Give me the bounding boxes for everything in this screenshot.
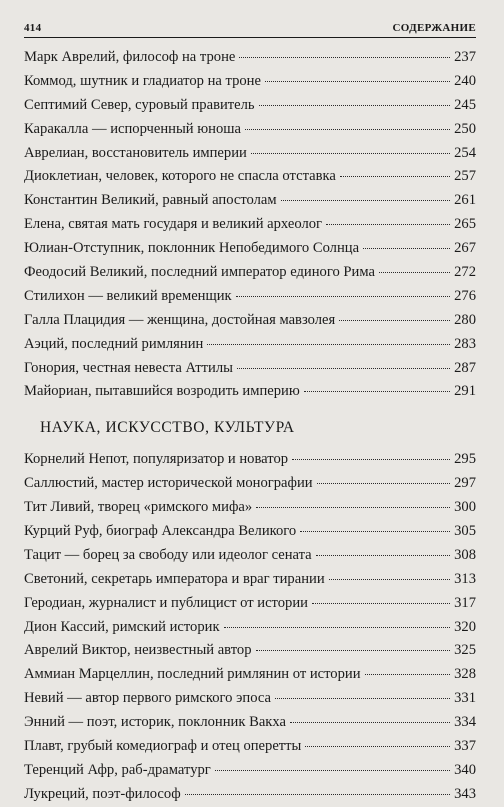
toc-entry-page: 337 [454, 738, 476, 755]
toc-entry [24, 759, 476, 783]
toc-entry-page: 317 [454, 594, 476, 611]
toc-entry-page: 343 [454, 785, 476, 802]
toc-entry-page: 295 [454, 451, 476, 468]
toc-entry-title: Геродиан, журналист и публицист от истории [24, 594, 308, 611]
toc-entry-title: Лукреций, поэт-философ [24, 785, 181, 802]
section-heading: НАУКА, ИСКУССТВО, КУЛЬТУРА [40, 419, 295, 437]
toc-entry-page: 240 [454, 72, 476, 89]
dot-leader [224, 627, 451, 628]
toc-entry-page: 331 [454, 690, 476, 707]
toc-entry-page: 291 [454, 383, 476, 400]
dot-leader [256, 650, 451, 651]
toc-entry-page: 265 [454, 216, 476, 233]
dot-leader [185, 794, 450, 795]
toc-entry-title: Марк Аврелий, философ на троне [24, 49, 236, 65]
dot-leader [251, 153, 450, 154]
toc-entry-title: Аммиан Марцеллин, последний римлянин от истории [24, 666, 361, 683]
toc-entry [24, 639, 476, 663]
toc-entry-page: 267 [454, 240, 476, 257]
toc-entry [24, 448, 476, 472]
toc-entry-page: 237 [454, 49, 476, 65]
dot-leader [236, 296, 450, 297]
toc-entry-page: 300 [454, 499, 476, 516]
toc-entry [24, 568, 476, 592]
toc-entry [24, 711, 476, 735]
toc-entry [24, 309, 476, 333]
toc-entry-title: Саллюстий, мастер исторической монографии [24, 475, 313, 492]
dot-leader [379, 272, 450, 273]
toc-entry-page: 254 [454, 144, 476, 161]
toc-entry [24, 189, 476, 213]
dot-leader [304, 391, 450, 392]
toc-entry-page: 280 [454, 311, 476, 328]
toc-entry-title: Юлиан-Отступник, поклонник Непобедимого Солнца [24, 240, 360, 257]
dot-leader [312, 603, 450, 604]
toc-entry-title: Майориан, пытавшийся возродить империю [24, 383, 300, 400]
running-head [24, 22, 476, 38]
toc-entry-title: Аэций, последний римлянин [24, 335, 204, 352]
toc-entry-title: Теренций Афр, раб-драматург [24, 761, 211, 778]
toc-entry-title: Гонория, честная невеста Аттилы [24, 359, 233, 376]
toc-entry-title: Аврелий Виктор, неизвестный автор [24, 642, 252, 659]
toc-entry-title: Каракалла — испорченный юноша [24, 120, 241, 137]
dot-leader [281, 200, 450, 201]
toc-entry [24, 687, 476, 711]
toc-entry [24, 357, 476, 381]
toc-entry-title: Энний — поэт, историк, поклонник Вакха [24, 714, 286, 731]
toc-entry-page: 272 [454, 264, 476, 281]
dot-leader [317, 483, 451, 484]
dot-leader [215, 770, 450, 771]
toc-entry [24, 616, 476, 640]
toc-entry [24, 142, 476, 166]
toc-entry-page: 340 [454, 761, 476, 778]
toc-entry-page: 313 [454, 570, 476, 587]
toc-entry-title: Елена, святая мать государя и великий археолог [24, 216, 323, 233]
toc-entry-title: Невий — автор первого римского эпоса [24, 690, 271, 707]
dot-leader [207, 344, 450, 345]
toc-entry-page: 305 [454, 523, 476, 540]
toc-entry-title: Септимий Север, суровый правитель [24, 96, 255, 113]
toc-entry-title: Аврелиан, восстановитель империи [24, 144, 247, 161]
toc-entry-title: Феодосий Великий, последний император единого Рима [24, 264, 375, 281]
toc-entry [24, 46, 476, 70]
toc-entry-title: Светоний, секретарь императора и враг тирании [24, 570, 325, 587]
dot-leader [245, 129, 450, 130]
toc-entry-page: 308 [454, 546, 476, 563]
dot-leader [340, 176, 450, 177]
toc-entry-title: Корнелий Непот, популяризатор и новатор [24, 451, 289, 468]
dot-leader [290, 722, 450, 723]
dot-leader [329, 579, 450, 580]
toc-entry-title: Плавт, грубый комедиограф и отец оперетты [24, 738, 302, 755]
toc-entry [24, 70, 476, 94]
dot-leader [237, 368, 450, 369]
running-title: СОДЕРЖАНИЕ [392, 22, 476, 34]
dot-leader [300, 531, 450, 532]
toc-entry [24, 213, 476, 237]
toc-entry [24, 165, 476, 189]
toc-entry [24, 544, 476, 568]
toc-list-culture [24, 448, 476, 806]
toc-entry [24, 118, 476, 142]
toc-entry-page: 287 [454, 359, 476, 376]
toc-entry [24, 496, 476, 520]
toc-entry [24, 472, 476, 496]
toc-entry [24, 520, 476, 544]
toc-entry-page: 320 [454, 618, 476, 635]
toc-list-rulers [24, 46, 476, 404]
toc-entry [24, 592, 476, 616]
toc-entry-page: 325 [454, 642, 476, 659]
toc-entry [24, 237, 476, 261]
toc-entry-title: Тацит — борец за свободу или идеолог сената [24, 546, 312, 563]
dot-leader [239, 57, 450, 58]
dot-leader [292, 459, 450, 460]
dot-leader [256, 507, 450, 508]
dot-leader [316, 555, 450, 556]
toc-entry-page: 245 [454, 96, 476, 113]
dot-leader [326, 224, 450, 225]
dot-leader [363, 248, 450, 249]
toc-entry-title: Галла Плацидия — женщина, достойная мавзолея [24, 311, 336, 328]
toc-entry [24, 735, 476, 759]
toc-entry [24, 285, 476, 309]
toc-entry-title: Курций Руф, биограф Александра Великого [24, 523, 297, 540]
toc-entry [24, 333, 476, 357]
dot-leader [275, 698, 450, 699]
toc-entry-page: 328 [454, 666, 476, 683]
toc-entry [24, 783, 476, 807]
toc-entry [24, 94, 476, 118]
toc-entry-title: Тит Ливий, творец «римского мифа» [24, 499, 253, 516]
dot-leader [365, 674, 451, 675]
dot-leader [265, 81, 450, 82]
toc-entry [24, 380, 476, 404]
page-number: 414 [24, 22, 42, 34]
toc-entry-page: 334 [454, 714, 476, 731]
dot-leader [339, 320, 450, 321]
toc-entry [24, 663, 476, 687]
toc-entry [24, 261, 476, 285]
toc-entry-title: Коммод, шутник и гладиатор на троне [24, 72, 261, 89]
toc-entry-page: 276 [454, 287, 476, 304]
toc-entry-title: Дион Кассий, римский историк [24, 618, 220, 635]
toc-entry-title: Константин Великий, равный апостолам [24, 192, 277, 209]
dot-leader [259, 105, 451, 106]
toc-entry-page: 283 [454, 335, 476, 352]
toc-entry-page: 257 [454, 168, 476, 185]
dot-leader [305, 746, 450, 747]
toc-entry-page: 261 [454, 192, 476, 209]
toc-entry-title: Диоклетиан, человек, которого не спасла отставка [24, 168, 336, 185]
toc-entry-title: Стилихон — великий временщик [24, 287, 232, 304]
toc-entry-page: 297 [454, 475, 476, 492]
toc-entry-page: 250 [454, 120, 476, 137]
